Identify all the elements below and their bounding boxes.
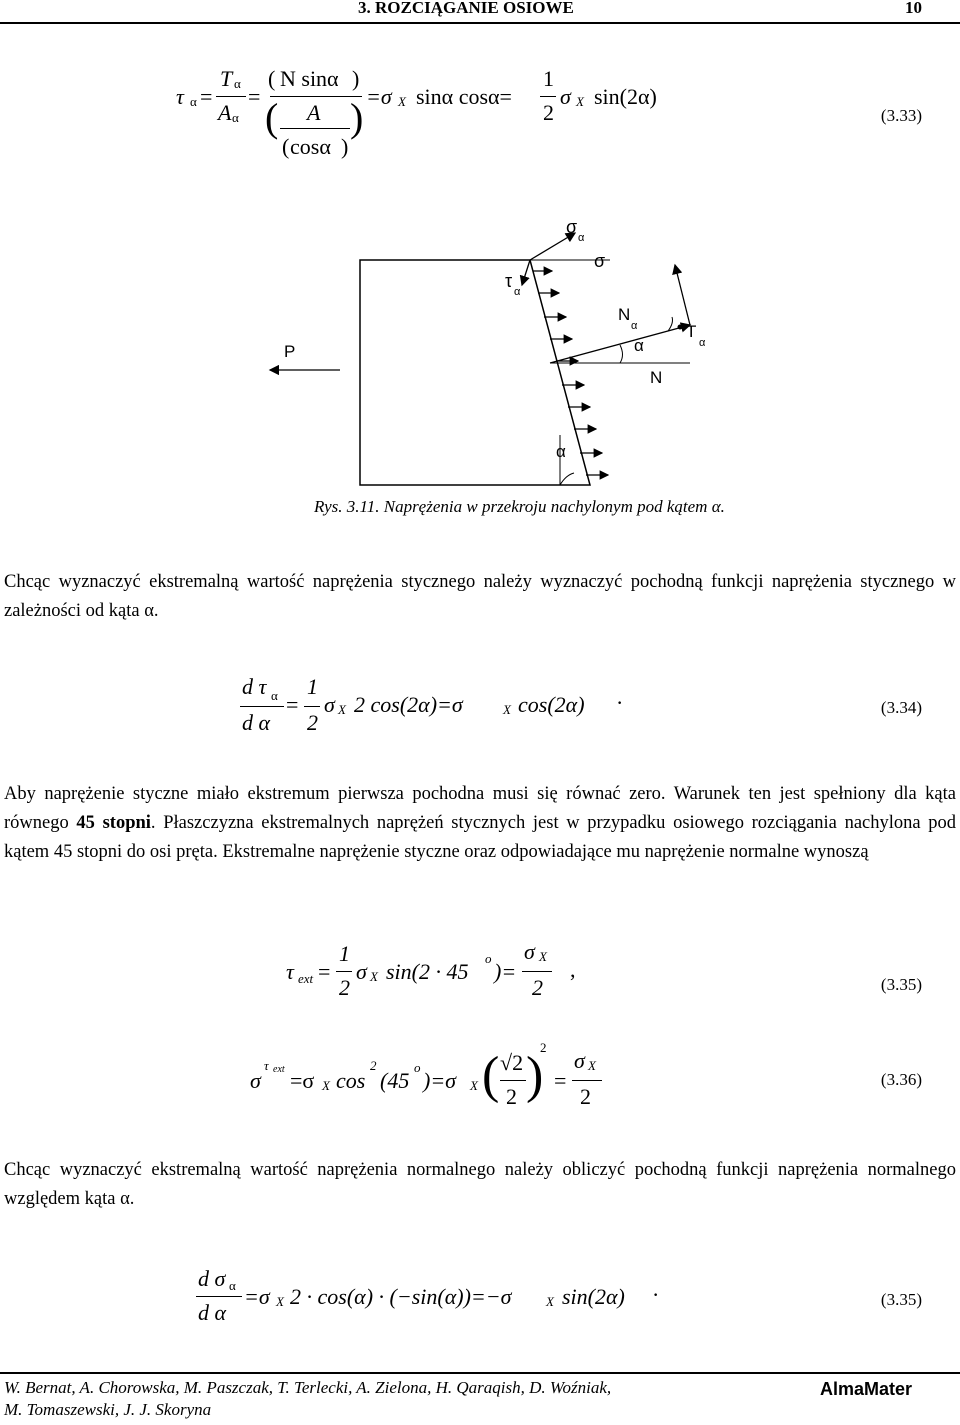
eq-number-3-36: (3.36) (880, 1070, 922, 1089)
T-alpha-arrow (675, 265, 690, 325)
eq-T-sub: α (234, 76, 241, 91)
label-N-alpha: N (618, 305, 631, 324)
eq35a-comma: , (570, 957, 576, 982)
eq35b-rest: 2 · cos(α) · (−sin(α))=−σ (290, 1284, 512, 1309)
footer-authors-line-1: W. Bernat, A. Chorowska, M. Paszczak, T. Terlecki, A. Zielona, H. Qaraqish, D. Woźniak, (4, 1378, 612, 1397)
paragraph-2 (4, 780, 956, 867)
eq36-pow: 2 (540, 1040, 547, 1055)
label-T-alpha: T (686, 322, 697, 341)
eq-number-3-35-b: (3.35) (880, 1290, 922, 1309)
eq36-cos: cos (336, 1068, 366, 1093)
eq36-x: X (322, 1078, 330, 1093)
eq-x-sub-2: X (576, 94, 584, 109)
eq35a-two: 2 (339, 975, 350, 1000)
label-P: P (284, 342, 296, 361)
label-sigma: σ (594, 251, 606, 271)
eq34-two: 2 (307, 710, 318, 735)
stress-figure (0, 205, 960, 495)
eq-number-3-34: (3.34) (880, 698, 922, 717)
eq-T: T (220, 66, 233, 91)
eq34-equals: = (286, 692, 299, 717)
page-footer (0, 1372, 960, 1425)
paragraph-1: Chcąc wyznaczyć ekstremalną wartość naprężenia stycznego należy wyznaczyć pochodną funkcji naprężenia stycznego w zależności od kąta α. (4, 572, 956, 621)
eq-A-sub: α (232, 110, 239, 125)
eq36-arg: (45 (380, 1068, 410, 1093)
eq-number-3-33: (3.33) (880, 106, 922, 125)
eq34-x: X (338, 702, 346, 717)
eq-rhs1: =σ (366, 84, 392, 109)
eq36-close: )=σ (423, 1068, 457, 1093)
eq-A-den: A (307, 100, 321, 125)
label-sigma-alpha-sub: α (578, 232, 585, 244)
eq36-ext: ext (273, 1064, 285, 1075)
eq35a-frac-num: σ (524, 939, 535, 964)
eq-one: 1 (543, 66, 554, 91)
eq35a-ext: ext (298, 971, 314, 986)
eq35b-num: d σ (198, 1266, 226, 1291)
eq-equals-2: = (248, 84, 261, 109)
eq-N-sin: N sinα (280, 66, 339, 91)
eq-number-3-35-a: (3.35) (880, 975, 922, 994)
equation-3-33 (0, 60, 960, 180)
paragraph-3: Chcąc wyznaczyć ekstremalną wartość naprężenia normalnego należy obliczyć pochodną funkcji naprężenia normalnego względem kąta α. (4, 1160, 956, 1209)
eq35a-frac-den: 2 (532, 975, 543, 1000)
eq36-paren-left: ( (482, 1047, 500, 1104)
eq35b-num-sub: α (229, 1278, 236, 1293)
eq34-den: d α (242, 710, 271, 735)
eq36-frac-num: σ (574, 1048, 585, 1073)
label-N-alpha-sub: α (631, 320, 638, 332)
eq-rhs3: sin(2α) (594, 84, 657, 109)
label-alpha-mid: α (634, 336, 644, 355)
eq34-one: 1 (307, 674, 318, 699)
eq35a-frac-num-sub: X (539, 949, 547, 964)
eq36-frac-num-sub: X (588, 1058, 596, 1073)
eq35b-body: =σ (244, 1284, 270, 1309)
eq35b-dot: · (652, 1282, 660, 1307)
eq-rhs2: sinα cosα= (416, 84, 512, 109)
footer-brand: AlmaMater (820, 1379, 913, 1399)
eq35b-x: X (276, 1294, 284, 1309)
eq35a-sigma: σ (356, 959, 367, 984)
equation-3-36 (0, 1040, 960, 1120)
eq35a-eq: = (318, 959, 331, 984)
eq36-eq: =σ (290, 1068, 315, 1093)
eq35a-one: 1 (339, 941, 350, 966)
equation-3-35-b (0, 1262, 960, 1332)
figure-caption: Rys. 3.11. Naprężenia w przekroju nachylonym pod kątem α. (314, 497, 725, 516)
eq-big-paren-left: ( (265, 95, 279, 140)
eq34-dot: · (616, 690, 624, 715)
label-sigma-alpha: σ (566, 217, 578, 237)
eq35a-o: o (485, 951, 492, 966)
N-alpha-arrow (550, 325, 690, 363)
eq35a-tau: τ (286, 959, 294, 984)
eq34-num-sub: α (271, 688, 278, 703)
paragraph-2-bold: 45 stopni (76, 813, 151, 833)
eq-big-paren-right: ) (350, 95, 364, 140)
eq35b-den: d α (198, 1300, 227, 1325)
eq-cos-paren-right: ) (341, 134, 349, 159)
tau-alpha-arrow (522, 260, 530, 285)
eq35b-x2: X (546, 1294, 554, 1309)
eq-A: A (218, 100, 232, 125)
eq36-paren-right: ) (526, 1047, 544, 1104)
page-number: 10 (905, 0, 922, 17)
sigma-alpha-arrow (530, 233, 575, 260)
eq34-rest2: cos(2α) (518, 692, 585, 717)
eq35a-close: )= (494, 959, 517, 984)
equation-3-34 (0, 668, 960, 748)
eq34-num: d τ (242, 674, 267, 699)
eq36-eq2: = (554, 1068, 567, 1093)
paragraph-2-c: . Płaszczyzna ekstremalnych naprężeń stycznych jest w przypadku osiowego rozciągania nachylona pod kątem 45 stopni do osi pręta. Ekstremalne naprężenie styczne oraz odpowiadające mu naprężenie normalne wynoszą (4, 813, 957, 862)
eq-equals-1: = (200, 84, 213, 109)
label-N: N (650, 368, 663, 387)
eq-sigma: σ (560, 84, 571, 109)
paragraph-2-a: Aby naprężenie styczne miało ekstremum pierwsza pochodna musi się równać zero. Warunek ten jest spełniony dla kąta równego (4, 784, 956, 833)
label-alpha-bottom: α (556, 442, 566, 461)
footer-authors-line-2: M. Tomaszewski, J. J. Skoryna (4, 1400, 212, 1419)
eq36-x2: X (470, 1078, 478, 1093)
right-angle-dot (678, 325, 683, 330)
eq36-sq: 2 (370, 1058, 377, 1073)
label-T-alpha-sub: α (699, 337, 706, 349)
eq35b-rest2: sin(2α) (562, 1284, 625, 1309)
label-tau-alpha: τ (505, 271, 513, 291)
eq35a-x: X (370, 969, 378, 984)
chapter-title: 3. ROZCIĄGANIE OSIOWE (358, 0, 574, 17)
eq-close-paren: ) (352, 66, 360, 91)
equation-3-35-a (0, 935, 960, 1005)
eq-tau-sub: α (190, 94, 197, 109)
eq35a-sin: sin(2 · 45 (386, 959, 469, 984)
eq-tau: τ (176, 84, 184, 109)
eq36-frac-den: 2 (580, 1084, 591, 1109)
eq36-sqrt2: √2 (500, 1050, 524, 1075)
eq36-sigma: σ (250, 1068, 261, 1093)
normal-stress-arrows (533, 271, 608, 475)
eq-cos: cosα (290, 134, 331, 159)
eq-cos-paren-left: ( (282, 134, 290, 159)
eq34-sigma: σ (324, 692, 335, 717)
eq-open-paren: ( (268, 66, 276, 91)
eq34-rest: 2 cos(2α)=σ (354, 692, 463, 717)
eq36-two: 2 (506, 1084, 517, 1109)
eq-two: 2 (543, 100, 554, 125)
eq36-o: o (414, 1060, 421, 1075)
eq-x-sub-1: X (398, 94, 406, 109)
label-tau-alpha-sub: α (514, 286, 521, 298)
eq34-x2: X (503, 702, 511, 717)
eq36-tau-sup: τ (264, 1058, 269, 1073)
page-header (0, 0, 960, 24)
